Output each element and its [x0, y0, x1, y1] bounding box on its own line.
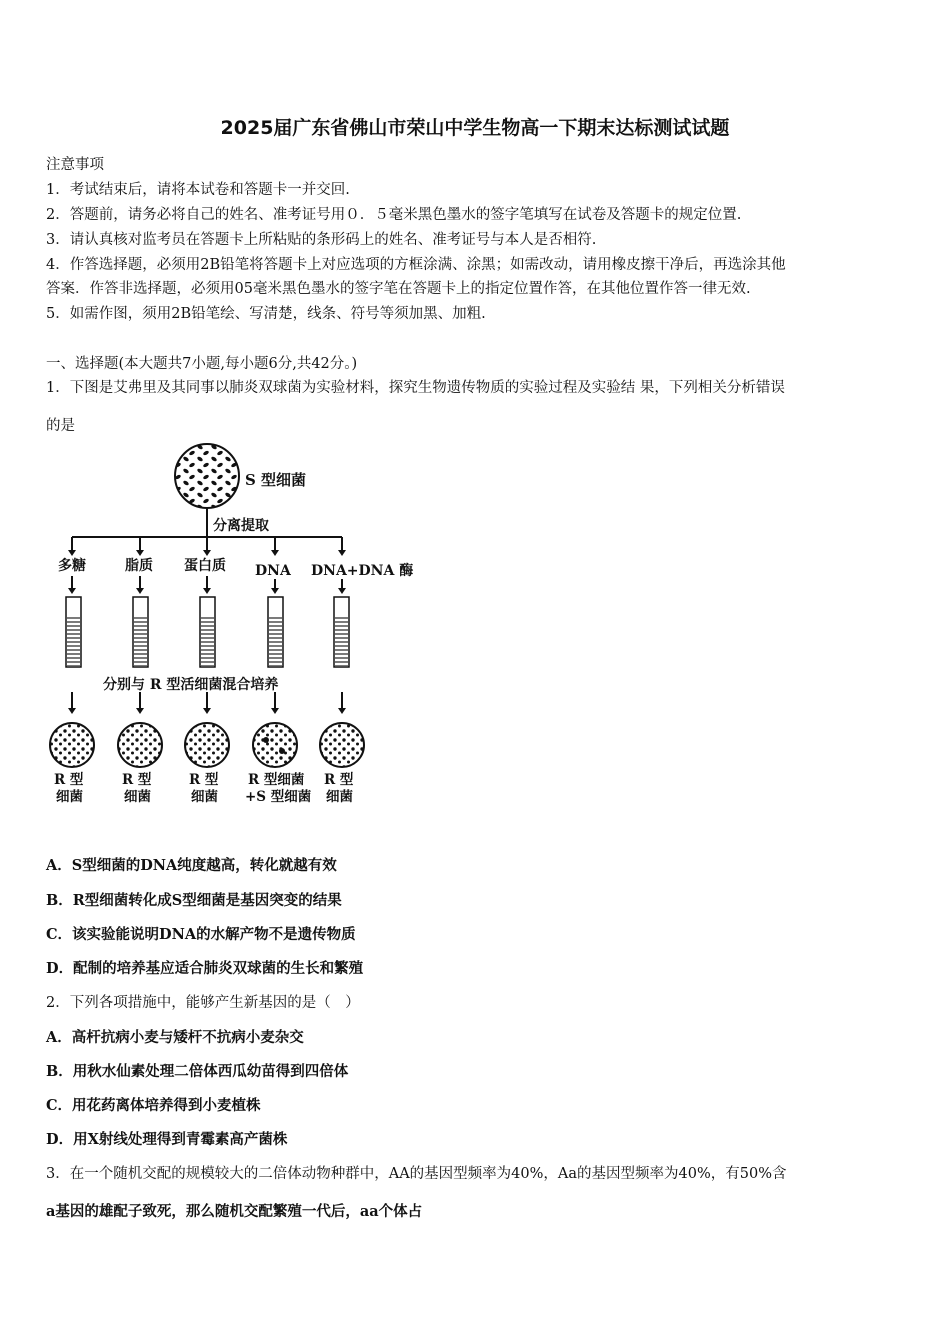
q1-stem: 1．下图是艾弗里及其同事以肺炎双球菌为实验材料，探究生物遗传物质的实验过程及实验结 果，下列相关分析错误: [46, 380, 785, 396]
result-label: R 型: [122, 772, 152, 788]
column-3: [245, 537, 312, 805]
q3-stem: 3．在一个随机交配的规模较大的二倍体动物种群中，AA的基因型频率为40%，Aa的基因型频率为40%，有50%含: [46, 1166, 787, 1182]
q3-stem: a基因的雄配子致死，那么随机交配繁殖一代后，aa个体占: [46, 1203, 423, 1220]
result-dish: [253, 723, 297, 767]
result-label: +S 型细菌: [245, 789, 312, 805]
component-label: 多糖: [58, 558, 86, 574]
result-label: 细菌: [326, 789, 353, 805]
component-label: 脂质: [125, 558, 153, 574]
component-label: DNA: [255, 563, 291, 579]
result-label: 细菌: [124, 789, 151, 805]
page-title: 2025届广东省佛山市荣山中学生物高一下期末达标测试试题: [220, 117, 730, 139]
q1-option-a[interactable]: A．S型细菌的DNA纯度越高，转化就越有效: [46, 857, 337, 874]
q1-stem: 的是: [46, 418, 75, 434]
notice-item: 1．考试结束后，请将本试卷和答题卡一并交回.: [46, 182, 350, 198]
step2-label: 分别与 R 型活细菌混合培养: [103, 677, 279, 693]
q1-option-d[interactable]: D．配制的培养基应适合肺炎双球菌的生长和繁殖: [46, 960, 364, 977]
result-label: R 型细菌: [248, 772, 305, 788]
result-label: R 型: [54, 772, 84, 788]
result-label: R 型: [324, 772, 354, 788]
result-dish: [320, 723, 364, 767]
s-bacteria-label: S 型细菌: [245, 471, 307, 489]
q2-option-d[interactable]: D．用X射线处理得到青霉素高产菌株: [46, 1131, 288, 1148]
column-0: [50, 537, 94, 805]
column-2: [184, 537, 229, 805]
step1-label: 分离提取: [213, 518, 269, 534]
q2-option-c[interactable]: C．用花药离体培养得到小麦植株: [46, 1097, 261, 1114]
notice-item: 5．如需作图，须用2B铅笔绘、写清楚，线条、符号等须加黑、加粗.: [46, 306, 486, 322]
result-label: 细菌: [191, 789, 218, 805]
result-label: R 型: [189, 772, 219, 788]
result-dish: [118, 723, 162, 767]
notice-heading: 注意事项: [46, 157, 104, 173]
column-4: [311, 537, 413, 805]
q1-option-c[interactable]: C．该实验能说明DNA的水解产物不是遗传物质: [46, 926, 356, 943]
result-dish: [50, 723, 94, 767]
notice-item: 答案．作答非选择题，必须用05毫米黑色墨水的签字笔在答题卡上的指定位置作答，在其他位置作答一律无效.: [46, 281, 751, 297]
q2-option-a[interactable]: A．高杆抗病小麦与矮杆不抗病小麦杂交: [46, 1029, 304, 1046]
notice-item: 4．作答选择题，必须用2B铅笔将答题卡上对应选项的方框涂满、涂黑；如需改动，请用橡皮擦干净后，再选涂其他: [46, 257, 786, 273]
notice-item: 3．请认真核对监考员在答题卡上所粘贴的条形码上的姓名、准考证号与本人是否相符.: [46, 232, 597, 248]
component-label: DNA+DNA 酶: [311, 563, 414, 579]
column-1: [118, 537, 162, 805]
s-bacteria-dish: [175, 444, 239, 508]
q2-option-b[interactable]: B．用秋水仙素处理二倍体西瓜幼苗得到四倍体: [46, 1063, 349, 1080]
result-label: 细菌: [56, 789, 83, 805]
q2-stem: 2．下列各项措施中，能够产生新基因的是（ ）: [46, 995, 360, 1011]
q1-option-b[interactable]: B．R型细菌转化成S型细菌是基因突变的结果: [46, 892, 342, 909]
component-label: 蛋白质: [184, 558, 226, 574]
notice-item: 2．答题前，请务必将自己的姓名、准考证号用０．５毫米黑色墨水的签字笔填写在试卷及答题卡的规定位置.: [46, 207, 742, 223]
section-heading: 一、选择题(本大题共7小题,每小题6分,共42分。): [46, 356, 358, 372]
result-dish: [185, 723, 229, 767]
